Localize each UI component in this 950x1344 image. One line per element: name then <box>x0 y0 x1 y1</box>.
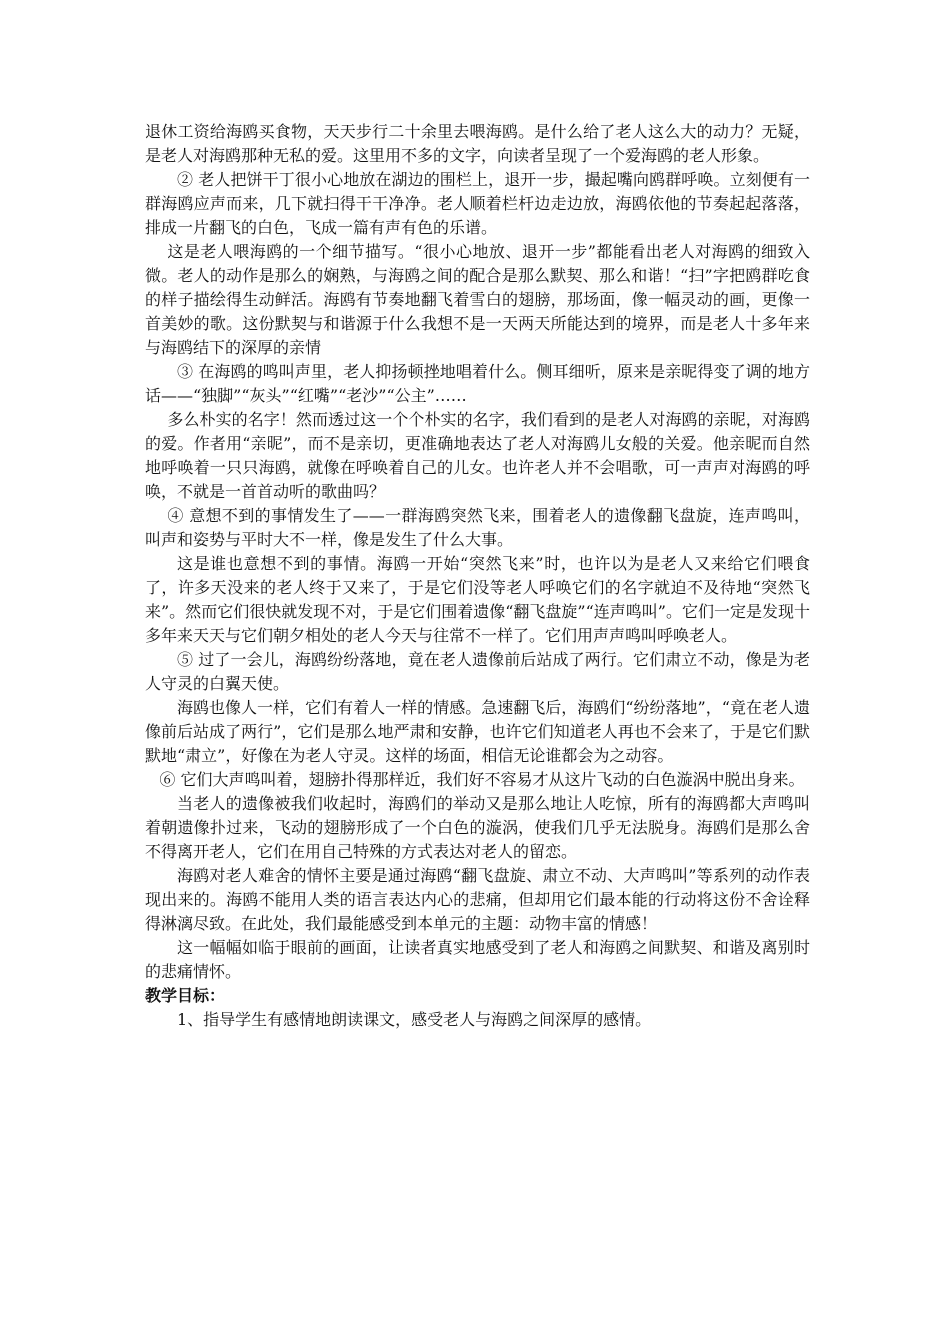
paragraph-text: 多么朴实的名字！然而透过这一个个朴实的名字，我们看到的是老人对海鸥的亲昵，对海鸥的爱。作者用“亲昵”，而不是亲切，更准确地表达了老人对海鸥儿女般的关爱。他亲昵而自然地呼唤着一只只海鸥，就像在呼唤着自己的儿女。也许老人并不会唱歌，可一声声对海鸥的呼唤，不就是一首首动听的歌曲吗？ <box>145 410 810 501</box>
paragraph-text: 海鸥对老人难舍的情怀主要是通过海鸥“翻飞盘旋、肃立不动、大声鸣叫”等系列的动作表现出来的。海鸥不能用人类的语言表达内心的悲痛，但却用它们最本能的行动将这份不舍诠释得淋漓尽致。在此处，我们最能感受到本单元的主题：动物丰富的情感！ <box>145 866 810 933</box>
document-page <box>145 120 810 1032</box>
section-heading: 教学目标： <box>145 986 226 1005</box>
paragraph-text: 海鸥也像人一样，它们有着人一样的情感。急速翻飞后，海鸥们“纷纷落地”，“竟在老人遗像前后站成了两行”，它们是那么地严肃和安静，也许它们知道老人再也不会来了，于是它们默默地“肃立”，好像在为老人守灵。这样的场面，相信无论谁都会为之动容。 <box>145 698 810 765</box>
paragraph-text: ⑥ 它们大声鸣叫着，翅膀扑得那样近，我们好不容易才从这片飞动的白色漩涡中脱出身来。 <box>159 770 805 789</box>
paragraph-text: 这是老人喂海鸥的一个细节描写。“很小心地放、退开一步”都能看出老人对海鸥的细致入微。老人的动作是那么的娴熟，与海鸥之间的配合是那么默契、那么和谐！“扫”字把鸥群吃食的样子描绘得生动鲜活。海鸥有节奏地翻飞着雪白的翅膀，那场面，像一幅灵动的画，更像一首美妙的歌。这份默契与和谐源于什么我想不是一天两天所能达到的境界，而是老人十多年来与海鸥结下的深厚的亲情 <box>145 242 810 357</box>
paragraph-text: 1、指导学生有感情地朗读课文，感受老人与海鸥之间深厚的感情。 <box>177 1010 652 1029</box>
paragraph-text: ② 老人把饼干丁很小心地放在湖边的围栏上，退开一步，撮起嘴向鸥群呼唤。立刻便有一群海鸥应声而来，几下就扫得干干净净。老人顺着栏杆边走边放，海鸥依他的节奏起起落落，排成一片翻飞的白色，飞成一篇有声有色的乐谱。 <box>145 170 810 237</box>
paragraph-text: 这是谁也意想不到的事情。海鸥一开始“突然飞来”时，也许以为是老人又来给它们喂食了，许多天没来的老人终于又来了，于是它们没等老人呼唤它们的名字就迫不及待地“突然飞来”。然而它们很快就发现不对，于是它们围着遗像“翻飞盘旋”“连声鸣叫”。它们一定是发现十多年来天天与它们朝夕相处的老人今天与往常不一样了。它们用声声鸣叫呼唤老人。 <box>145 554 810 645</box>
paragraph-text: 退休工资给海鸥买食物，天天步行二十余里去喂海鸥。是什么给了老人这么大的动力？无疑，是老人对海鸥那种无私的爱。这里用不多的文字，向读者呈现了一个爱海鸥的老人形象。 <box>145 122 810 165</box>
paragraph-text: 当老人的遗像被我们收起时，海鸥们的举动又是那么地让人吃惊，所有的海鸥都大声鸣叫着朝遗像扑过来，飞动的翅膀形成了一个白色的漩涡，使我们几乎无法脱身。海鸥们是那么舍不得离开老人，它们在用自己特殊的方式表达对老人的留恋。 <box>145 794 810 861</box>
paragraph-text: ⑤ 过了一会儿，海鸥纷纷落地，竟在老人遗像前后站成了两行。它们肃立不动，像是为老人守灵的白翼天使。 <box>145 650 810 693</box>
paragraph-text: ③ 在海鸥的鸣叫声里，老人抑扬顿挫地唱着什么。侧耳细听，原来是亲昵得变了调的地方话——“独脚”“灰头”“红嘴”“老沙”“公主”…… <box>145 362 810 405</box>
paragraph-text: 这一幅幅如临于眼前的画面，让读者真实地感受到了老人和海鸥之间默契、和谐及离别时的悲痛情怀。 <box>145 938 810 981</box>
paragraph-text: ④ 意想不到的事情发生了——一群海鸥突然飞来，围着老人的遗像翻飞盘旋，连声鸣叫，叫声和姿势与平时大不一样，像是发生了什么大事。 <box>145 506 810 549</box>
